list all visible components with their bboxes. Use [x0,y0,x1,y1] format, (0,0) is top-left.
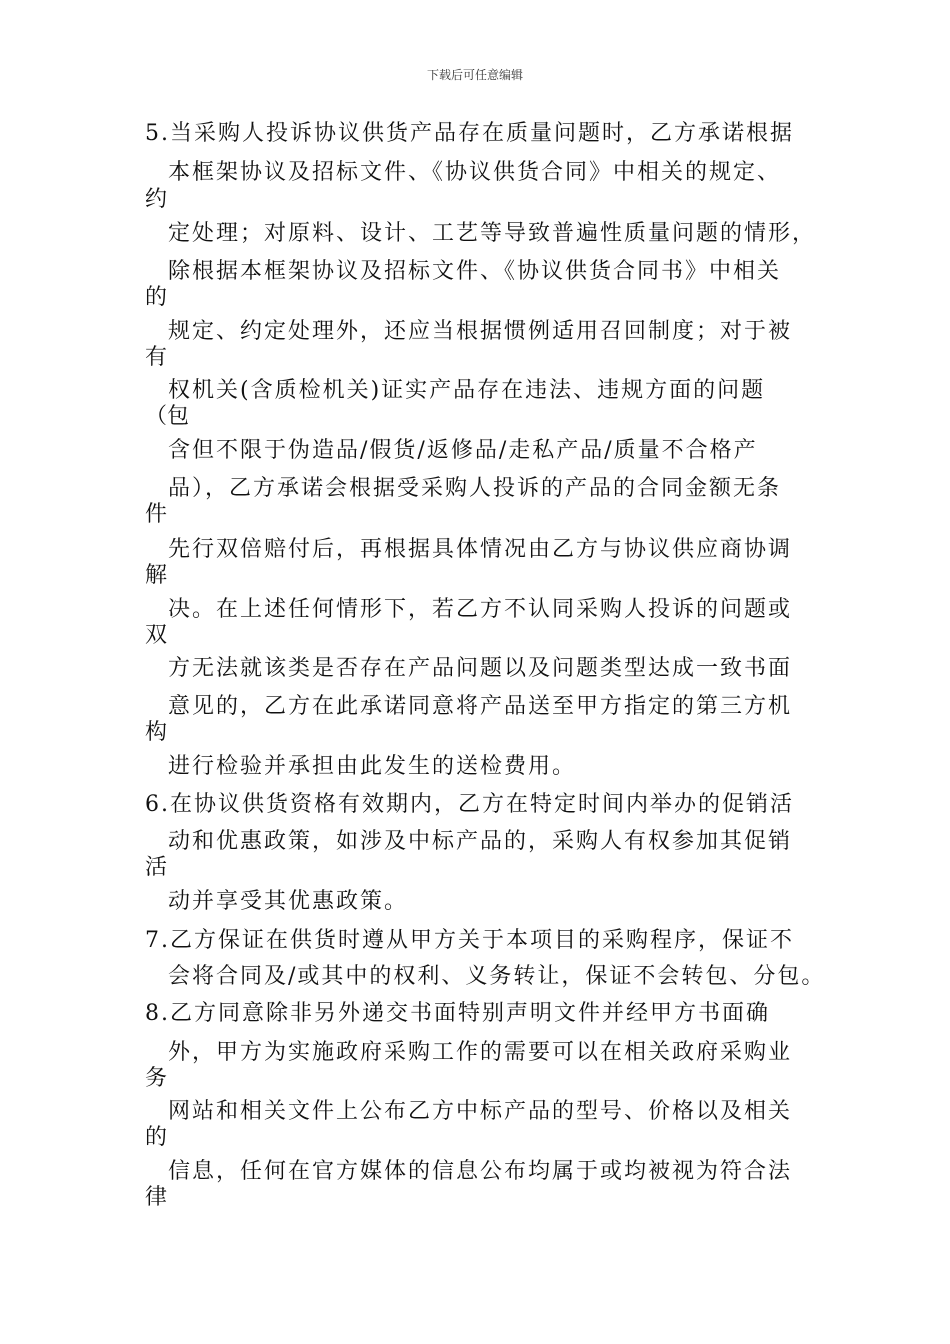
text-line: 信息，任何在官方媒体的信息公布均属于或均被视为符合法 [168,1159,793,1184]
text-line: 6.在协议供货资格有效期内，乙方在特定时间内举办的促销活 [145,792,794,817]
text-line: 除根据本框架协议及招标文件、《协议供货合同书》中相关 [168,259,782,284]
page-header-note: 下载后可任意编辑 [426,68,523,82]
text-line: 方无法就该类是否存在产品问题以及问题类型达成一致书面 [168,656,793,681]
text-line: 外，甲方为实施政府采购工作的需要可以在相关政府采购业 [168,1040,793,1065]
text-line: 约 [145,187,168,212]
text-line: 决。在上述任何情形下，若乙方不认同采购人投诉的问题或 [168,597,793,622]
text-line: 件 [145,502,168,527]
text-line: 会将合同及/或其中的权利、义务转让，保证不会转包、分包。 [168,964,826,989]
text-line: 含但不限于伪造品/假货/返修品/走私产品/质量不合格产 [168,438,758,463]
text-line: 5.当采购人投诉协议供货产品存在质量问题时，乙方承诺根据 [145,121,794,146]
text-line: 意见的，乙方在此承诺同意将产品送至甲方指定的第三方机 [168,694,793,719]
text-line: 权机关(含质检机关)证实产品存在违法、违规方面的问题 [168,378,766,403]
text-line: 网站和相关文件上公布乙方中标产品的型号、价格以及相关 [168,1099,793,1124]
text-line: 动和优惠政策，如涉及中标产品的，采购人有权参加其促销 [168,829,793,854]
text-line: 7.乙方保证在供货时遵从甲方关于本项目的采购程序，保证不 [145,928,794,953]
text-line: 的 [145,285,168,310]
text-line: 的 [145,1125,168,1150]
text-line: 构 [145,720,168,745]
text-line: 双 [145,623,168,648]
text-line: 务 [145,1066,168,1091]
text-line: 定处理；对原料、设计、工艺等导致普遍性质量问题的情形， [168,221,817,246]
text-line: （包 [145,404,190,429]
text-line: 进行检验并承担由此发生的送检费用。 [168,754,577,779]
text-line: 先行双倍赔付后，再根据具体情况由乙方与协议供应商协调 [168,537,793,562]
text-line: 动并享受其优惠政策。 [168,889,409,914]
text-line: 本框架协议及招标文件、《协议供货合同》中相关的规定、 [168,160,782,185]
text-line: 活 [145,855,168,880]
text-line: 品），乙方承诺会根据受采购人投诉的产品的合同金额无条 [168,476,782,501]
text-line: 解 [145,563,168,588]
text-line: 律 [145,1185,168,1210]
text-line: 有 [145,345,168,370]
text-line: 8.乙方同意除非另外递交书面特别声明文件并经甲方书面确 [145,1001,770,1026]
text-line: 规定、约定处理外，还应当根据惯例适用召回制度；对于被 [168,319,793,344]
